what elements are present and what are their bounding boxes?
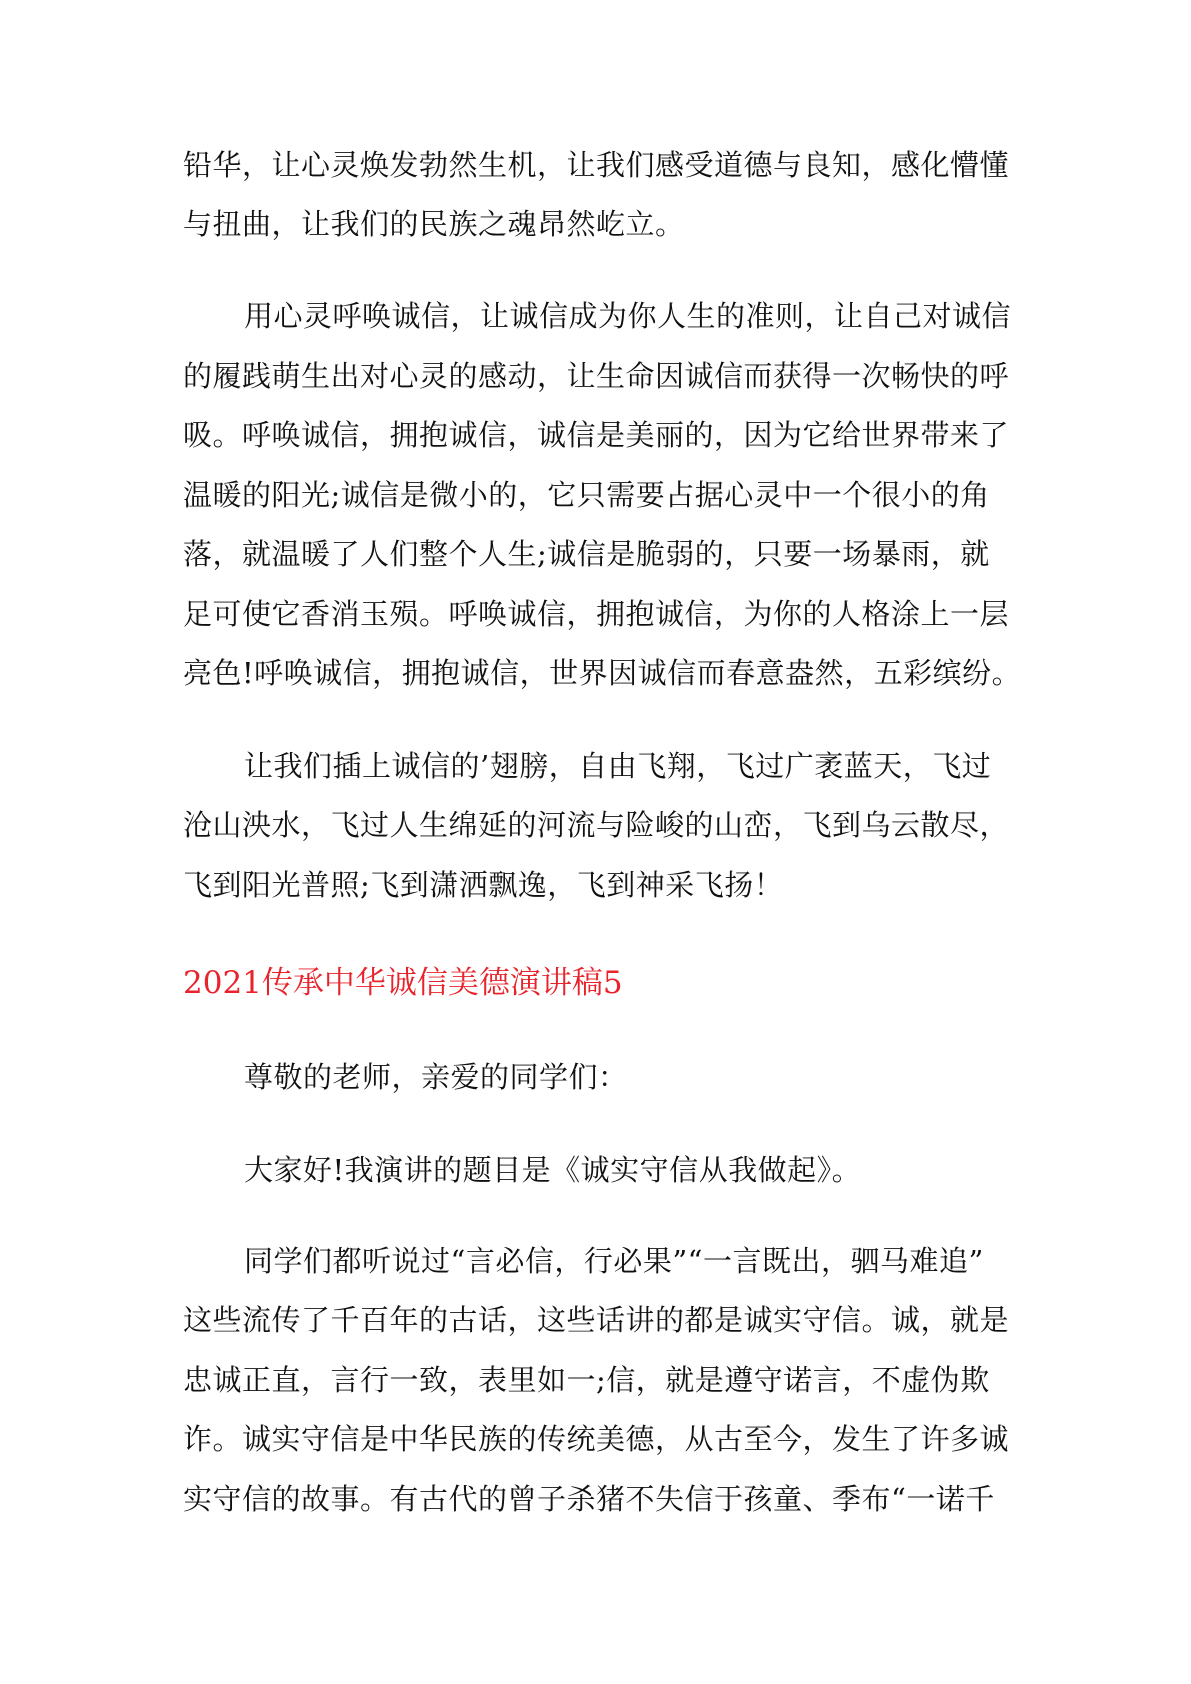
- paragraph-line: 实守信的故事。有古代的曾子杀猪不失信于孩童、季布“一诺千: [183, 1482, 995, 1516]
- paragraph-line: 足可使它香消玉殒。呼唤诚信，拥抱诚信，为你的人格涂上一层: [183, 597, 1010, 631]
- paragraph-line: 这些流传了千百年的古话，这些话讲的都是诚实守信。诚，就是: [183, 1303, 1010, 1337]
- paragraph-line: 铅华，让心灵焕发勃然生机，让我们感受道德与良知，感化懵懂: [183, 148, 1010, 182]
- paragraph-line: 飞到阳光普照;飞到潇洒飘逸，飞到神采飞扬！: [183, 868, 784, 902]
- paragraph-line: 同学们都听说过“言必信，行必果”“一言既出，驷马难追”: [244, 1244, 984, 1278]
- paragraph-line: 的履践萌生出对心灵的感动，让生命因诚信而获得一次畅快的呼: [183, 359, 1010, 393]
- opening-line: 大家好!我演讲的题目是《诚实守信从我做起》。: [244, 1153, 862, 1187]
- paragraph-line: 诈。诚实守信是中华民族的传统美德，从古至今，发生了许多诚: [183, 1422, 1010, 1456]
- paragraph-line: 与扭曲，让我们的民族之魂昂然屹立。: [183, 207, 685, 241]
- paragraph-line: 让我们插上诚信的’翅膀，自由飞翔，飞过广袤蓝天，飞过: [244, 749, 992, 783]
- section-heading: 2021传承中华诚信美德演讲稿5: [183, 965, 623, 1001]
- paragraph-line: 忠诚正直，言行一致，表里如一;信，就是遵守诺言，不虚伪欺: [183, 1363, 990, 1397]
- paragraph-line: 沧山泱水，飞过人生绵延的河流与险峻的山峦，飞到乌云散尽，: [183, 808, 1010, 842]
- paragraph-line: 温暖的阳光;诚信是微小的，它只需要占据心灵中一个很小的角: [183, 478, 990, 512]
- paragraph-line: 用心灵呼唤诚信，让诚信成为你人生的准则，让自己对诚信: [244, 299, 1012, 333]
- greeting-line: 尊敬的老师，亲爱的同学们：: [244, 1060, 628, 1094]
- paragraph-line: 落，就温暖了人们整个人生;诚信是脆弱的，只要一场暴雨，就: [183, 537, 990, 571]
- paragraph-line: 吸。呼唤诚信，拥抱诚信，诚信是美丽的，因为它给世界带来了: [183, 418, 1010, 452]
- paragraph-line: 亮色!呼唤诚信，拥抱诚信，世界因诚信而春意盎然，五彩缤纷。: [183, 656, 1022, 690]
